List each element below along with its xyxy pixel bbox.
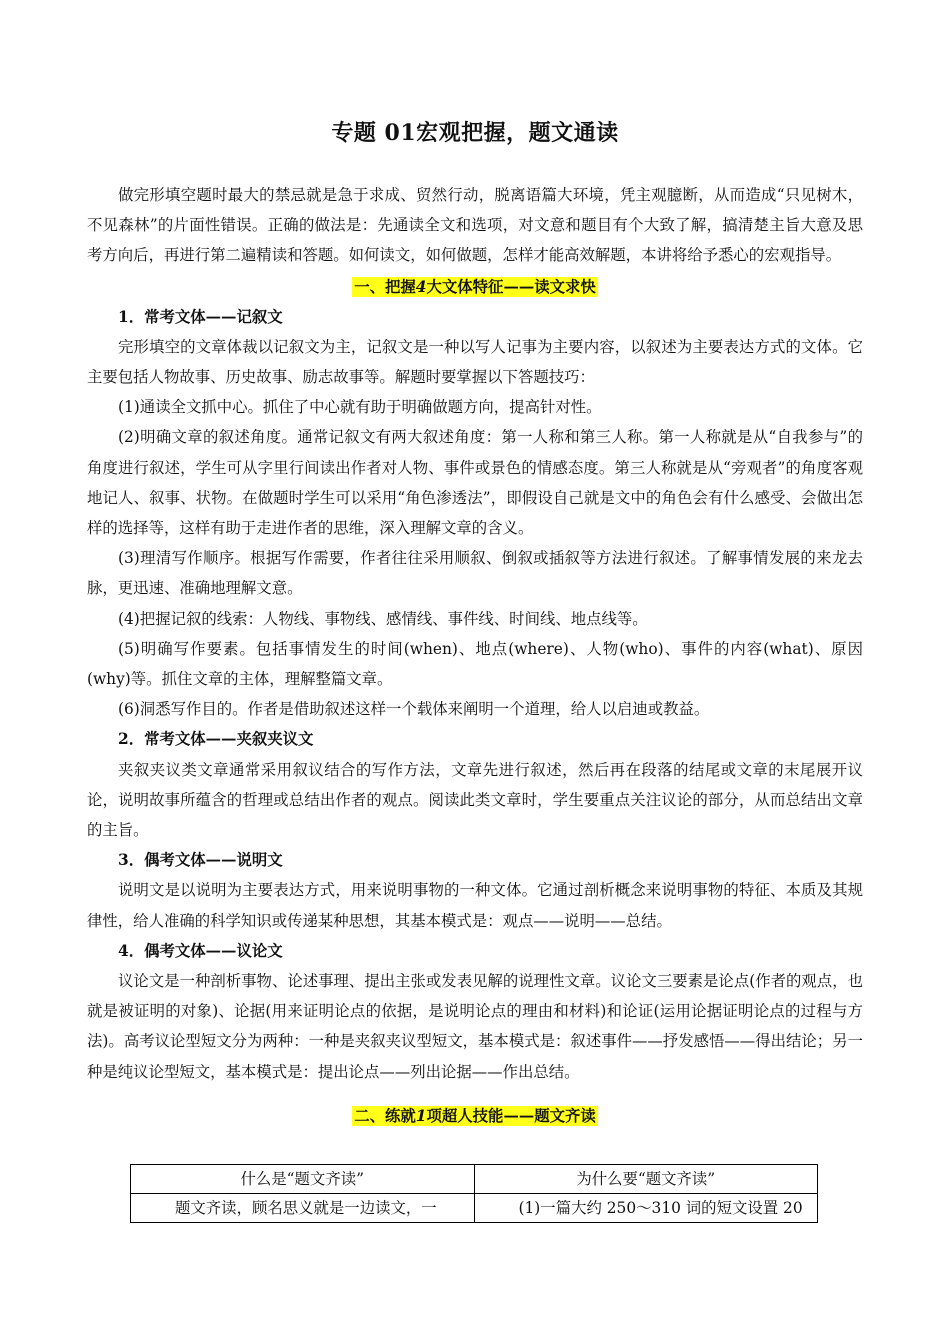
page-title: 专题 01宏观把握，题文通读 xyxy=(331,120,619,146)
section-1-heading-num: 4 xyxy=(415,277,427,296)
document-body xyxy=(87,180,863,1131)
section-2-heading-pre: 二、练就 xyxy=(354,1106,416,1125)
subsection-4-title: 4．偶考文体——议论文 xyxy=(118,941,283,960)
table-cell-what: 题文齐读，顾名思义就是一边读文，一 xyxy=(131,1194,475,1223)
point-2: (2)明确文章的叙述角度。通常记叙文有两大叙述角度：第一人称和第三人称。第一人称就是从“自我参与”的角度进行叙述，学生可从字里行间读出作者对人物、事件或景色的情感态度。第三人称就是从“旁观者”的角度客观地记人、叙事、状物。在做题时学生可以采用“角色渗透法”，即假设自己就是文中的角色会有什么感受、会做出怎样的选择等，这样有助于走进作者的思维，深入理解文章的含义。 xyxy=(87,428,863,538)
section-2-heading-post: 项超人技能——题文齐读 xyxy=(426,1106,596,1125)
point-3: (3)理清写作顺序。根据写作需要，作者往往采用顺叙、倒叙或插叙等方法进行叙述。了解事情发展的来龙去脉，更迅速、准确地理解文意。 xyxy=(87,549,863,598)
table-row xyxy=(131,1194,818,1223)
comparison-table xyxy=(130,1164,818,1223)
point-6: (6)洞悉写作目的。作者是借助叙述这样一个载体来阐明一个道理，给人以启迪或教益。 xyxy=(118,700,710,719)
table-header-why: 为什么要“题文齐读” xyxy=(474,1165,818,1194)
table-header-row xyxy=(131,1165,818,1194)
subsection-1-title: 1．常考文体——记叙文 xyxy=(118,307,283,326)
section-1-heading-pre: 一、把握 xyxy=(354,277,416,296)
subsection-2-text: 夹叙夹议类文章通常采用叙议结合的写作方法，文章先进行叙述，然后再在段落的结尾或文章的末尾展开议论，说明故事所蕴含的哲理或总结出作者的观点。阅读此类文章时，学生要重点关注议论的部分，从而总结出文章的主旨。 xyxy=(87,760,863,840)
section-gap xyxy=(87,1087,863,1101)
section-2-heading-num: 1 xyxy=(415,1106,427,1125)
subsection-1-intro: 完形填空的文章体裁以记叙文为主，记叙文是一种以写人记事为主要内容，以叙述为主要表达方式的文体。它主要包括人物故事、历史故事、励志故事等。解题时要掌握以下答题技巧： xyxy=(87,337,863,387)
section-1-highlight xyxy=(352,277,598,297)
subsection-2-title: 2．常考文体——夹叙夹议文 xyxy=(118,730,314,749)
section-2-heading xyxy=(87,1101,863,1131)
table-cell-why: (1)一篇大约 250～310 词的短文设置 20 xyxy=(474,1194,818,1223)
point-5: (5)明确写作要素。包括事情发生的时间(when)、地点(where)、人物(who)、事件的内容(what)、原因(why)等。抓住文章的主体，理解整篇文章。 xyxy=(87,639,863,689)
subsection-4-text: 议论文是一种剖析事物、论述事理、提出主张或发表见解的说理性文章。议论文三要素是论点(作者的观点，也就是被证明的对象)、论据(用来证明论点的依据，是说明论点的理由和材料)和论证(运用论据证明论点的过程与方法)。高考议论型短文分为两种：一种是夹叙夹议型短文，基本模式是：叙述事件——抒发感悟——得出结论；另一种是纯议论型短文，基本模式是：提出论点——列出论据——作出总结。 xyxy=(87,972,863,1081)
section-2-highlight xyxy=(352,1106,598,1126)
section-1-heading-post: 大文体特征——读文求快 xyxy=(426,277,596,296)
intro-paragraph: 做完形填空题时最大的禁忌就是急于求成、贸然行动，脱离语篇大环境，凭主观臆断，从而造成“只见树木，不见森林”的片面性错误。正确的做法是：先通读全文和选项，对文意和题目有个大致了解，搞清楚主旨大意及思考方向后，再进行第二遍精读和答题。如何读文，如何做题，怎样才能高效解题，本讲将给予悉心的宏观指导。 xyxy=(87,186,863,265)
table-header-what: 什么是“题文齐读” xyxy=(131,1165,475,1194)
section-1-heading xyxy=(87,272,863,302)
point-4: (4)把握记叙的线索：人物线、事物线、感情线、事件线、时间线、地点线等。 xyxy=(118,609,648,628)
point-1: (1)通读全文抓中心。抓住了中心就有助于明确做题方向，提高针对性。 xyxy=(118,398,602,417)
subsection-3-title: 3．偶考文体——说明文 xyxy=(118,851,283,870)
subsection-3-text: 说明文是以说明为主要表达方式，用来说明事物的一种文体。它通过剖析概念来说明事物的特征、本质及其规律性，给人准确的科学知识或传递某种思想，其基本模式是：观点——说明——总结。 xyxy=(87,881,863,930)
